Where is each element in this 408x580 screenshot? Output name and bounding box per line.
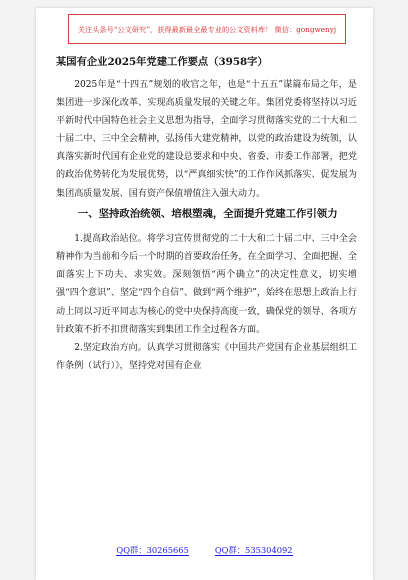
document-page [36,8,373,580]
promo-banner: 关注头条号“公文研究”，获得最新最全最专业的公文资料库！ 微信：gongwenyj [68,14,346,44]
item-paragraph-2: 2.坚定政治方向。认真学习贯彻落实《中国共产党国有企业基层组织工作条例（试行）》，坚持党对国有企业 [56,342,357,371]
section-heading-1: 一、坚持政治统领、培根塑魂，全面提升党建工作引领力 [77,207,338,220]
qq-group-link-2[interactable]: QQ群：535304092 [214,545,293,555]
intro-paragraph: 2025年是“十四五”规划的收官之年，也是“十五五”谋篇布局之年，是集团进一步深化改革、实现高质量发展的关键之年。集团党委将坚持以习近平新时代中国特色社会主义思想为指导，全面学习贯彻落实党的二十大和二十届二中、三中全会精神，弘扬伟大建党精神，以党的政治建设为统领，认真落实新时代国有企业党的建设总要求和中央、省委、市委工作部署，把党的政治优势转化为发展优势，以“严真细实快”的工作作风抓落实、促发展为集团高质量发展、国有资产保值增值注入强大动力。 [56,80,357,199]
footer-contacts [36,543,373,557]
document-title: 某国有企业2025年党建工作要点（3958字） [56,56,268,68]
qq-group-link-1[interactable]: QQ群：30265665 [116,545,189,555]
document-body [56,55,357,375]
item-paragraph-1: 1.提高政治站位。将学习宣传贯彻党的二十大和二十届二中、三中全会精神作为当前和今后一个时期的首要政治任务，在全面学习、全面把握、全面落实上下功夫、求实效。深刻领悟“两个确立”的决定性意义，切实增强“四个意识”、坚定“四个自信”、做到“两个维护”，始终在思想上政治上行动上同以习近平同志为核心的党中央保持高度一致，确保党的领导、各项方针政策不折不扣贯彻落实到集团工作全过程各方面。 [56,234,357,335]
